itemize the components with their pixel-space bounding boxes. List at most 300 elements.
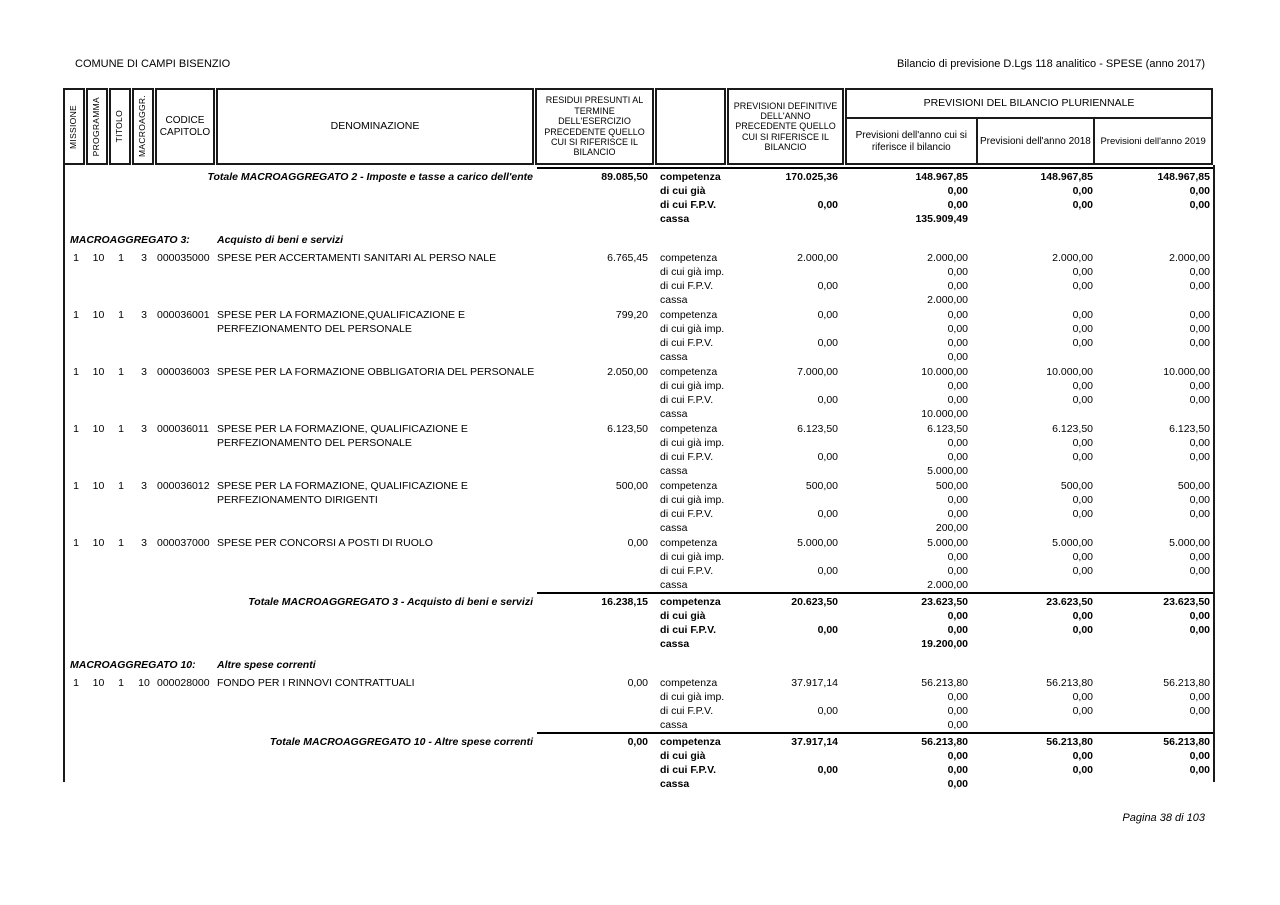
anno-rif-value: 0,00 (947, 437, 968, 449)
anno-2018-value: 5.000,00 (1052, 537, 1093, 549)
anno-2018-value: 0,00 (1072, 323, 1093, 335)
line-label: competenza (660, 423, 718, 435)
programma-value: 10 (92, 366, 105, 378)
anno-rif-value: 0,00 (947, 691, 968, 703)
row-codes (65, 251, 648, 307)
line-label: di cui già imp. (660, 266, 725, 278)
anno-2018-value: 0,00 (1072, 750, 1093, 762)
anno-2019-value: 0,00 (1189, 266, 1210, 278)
total-label: Totale MACROAGGREGATO 3 - Acquisto di beni e servizi (248, 596, 533, 608)
capitolo-value: 000028000 (157, 677, 210, 689)
titolo-value: 1 (118, 309, 124, 321)
residui-value: 6.765,45 (607, 252, 648, 264)
anno-2019-value: 0,00 (1189, 551, 1210, 563)
residui-value (65, 763, 648, 777)
anno-2019-value (1093, 293, 1210, 307)
line-label: di cui già imp. (660, 380, 725, 392)
anno-2019-value: 0,00 (1189, 185, 1210, 197)
anno-2018-value: 0,00 (1072, 705, 1093, 717)
amount-line (65, 749, 1213, 763)
line-label: cassa (660, 351, 688, 363)
prev-def-value: 0,00 (817, 394, 838, 406)
residui-value: 0,00 (627, 537, 648, 549)
denominazione-value: SPESE PER CONCORSI A POSTI DI RUOLO (217, 537, 433, 549)
column-header-macroaggr (132, 88, 154, 165)
denominazione-value: SPESE PER LA FORMAZIONE,QUALIFICAZIONE E PERFEZIONAMENTO DEL PERSONALE (217, 309, 465, 335)
prev-def-value (756, 493, 838, 507)
column-header-residui: RESIDUI PRESUNTI AL TERMINE DELL'ESERCIZIO PRECEDENTE QUELLO CUI SI RIFERISCE IL BILANCIO (535, 88, 654, 165)
anno-2018-value: 0,00 (1072, 610, 1093, 622)
titolo-value: 1 (118, 366, 124, 378)
total-rule-line (537, 732, 1213, 734)
line-label: competenza (660, 171, 721, 183)
anno-2018-value (968, 578, 1093, 592)
denominazione-value: SPESE PER ACCERTAMENTI SANITARI AL PERSO NALE (217, 252, 497, 264)
anno-2019-value (1093, 521, 1210, 535)
line-label: di cui F.P.V. (660, 624, 717, 636)
anno-rif-value: 0,00 (947, 565, 968, 577)
anno-2019-value: 148.967,85 (1157, 171, 1210, 183)
residui-value (65, 212, 648, 226)
anno-rif-value: 500,00 (935, 480, 968, 492)
anno-2018-value (968, 350, 1093, 364)
anno-2018-value: 6.123,50 (1052, 423, 1093, 435)
missione-value: 1 (73, 366, 79, 378)
missione-value: 1 (73, 677, 79, 689)
line-label: competenza (660, 366, 718, 378)
anno-rif-value: 0,00 (947, 309, 968, 321)
prev-def-value (756, 436, 838, 450)
table-row (65, 308, 1213, 364)
prev-def-value: 20.623,50 (791, 596, 838, 608)
prev-def-value: 5.000,00 (797, 537, 838, 549)
line-label: di cui F.P.V. (660, 451, 714, 463)
programma-value: 10 (92, 677, 105, 689)
anno-2018-value: 148.967,85 (1040, 171, 1093, 183)
column-header-missione (63, 88, 85, 165)
capitolo-value: 000037000 (157, 537, 210, 549)
anno-rif-value: 0,00 (947, 266, 968, 278)
anno-rif-value: 148.967,85 (915, 171, 968, 183)
anno-2019-value: 0,00 (1189, 691, 1210, 703)
titolo-value: 1 (118, 252, 124, 264)
line-label: competenza (660, 537, 718, 549)
titolo-value: 1 (118, 480, 124, 492)
capitolo-value: 000036012 (157, 480, 210, 492)
missione-value: 1 (73, 309, 79, 321)
prev-def-value: 170.025,36 (785, 171, 838, 183)
prev-def-value (756, 777, 838, 791)
line-label: cassa (660, 408, 688, 420)
anno-2018-value: 0,00 (1072, 565, 1093, 577)
row-codes (65, 676, 648, 732)
anno-2018-value: 500,00 (1060, 480, 1093, 492)
line-label: cassa (660, 719, 688, 731)
programma-value: 10 (92, 252, 105, 264)
line-label: cassa (660, 638, 690, 650)
titolo-value: 1 (118, 677, 124, 689)
anno-2019-value: 0,00 (1189, 451, 1210, 463)
anno-rif-value: 0,00 (947, 750, 968, 762)
line-label: competenza (660, 736, 721, 748)
macroaggregato-heading (65, 658, 1213, 672)
column-header-anno-2018: Previsioni dell'anno 2018 (976, 119, 1094, 165)
macroaggregato-code: MACROAGGREGATO 3: (70, 234, 190, 246)
total-row (65, 170, 1213, 226)
anno-rif-value: 0,00 (947, 551, 968, 563)
anno-rif-value: 10.000,00 (921, 366, 968, 378)
denominazione-value: FONDO PER I RINNOVI CONTRATTUALI (217, 677, 415, 689)
residui-value (65, 637, 648, 651)
line-label: di cui F.P.V. (660, 565, 714, 577)
amount-line (65, 777, 1213, 791)
line-label: di cui F.P.V. (660, 764, 717, 776)
prev-def-value (756, 521, 838, 535)
total-label: Totale MACROAGGREGATO 10 - Altre spese correnti (269, 736, 533, 748)
macroaggr-value: 10 (138, 677, 150, 689)
macroaggr-value: 3 (141, 480, 147, 492)
anno-rif-value: 0,00 (947, 494, 968, 506)
anno-rif-value: 0,00 (947, 610, 968, 622)
missione-value: 1 (73, 423, 79, 435)
anno-rif-value: 0,00 (947, 394, 968, 406)
anno-2019-value (1093, 637, 1210, 651)
anno-2019-value (1093, 578, 1210, 592)
anno-rif-value: 2.000,00 (927, 252, 968, 264)
residui-value: 89.085,50 (601, 171, 648, 183)
anno-2019-value (1093, 718, 1210, 732)
column-header-macroaggr-label: MACROAGGR. (137, 95, 148, 158)
line-label: di cui già imp. (660, 494, 725, 506)
prev-def-value (756, 749, 838, 763)
prev-def-value: 500,00 (805, 480, 838, 492)
amount-line (65, 609, 1213, 623)
anno-2018-value: 0,00 (1072, 437, 1093, 449)
row-codes (65, 536, 648, 592)
anno-2019-value: 5.000,00 (1169, 537, 1210, 549)
column-header-codice-capitolo: CODICE CAPITOLO (155, 88, 215, 165)
anno-2019-value: 500,00 (1177, 480, 1210, 492)
anno-2018-value: 0,00 (1072, 185, 1093, 197)
column-group-pluriennale-label: PREVISIONI DEL BILANCIO PLURIENNALE (847, 90, 1211, 119)
anno-rif-value: 10.000,00 (921, 408, 968, 420)
anno-2019-value: 0,00 (1189, 437, 1210, 449)
column-header-titolo (109, 88, 131, 165)
anno-rif-value: 0,00 (947, 764, 968, 776)
prev-def-value (756, 550, 838, 564)
line-label: di cui già (660, 185, 706, 197)
anno-rif-value: 5.000,00 (927, 537, 968, 549)
anno-2018-value: 0,00 (1072, 380, 1093, 392)
anno-2019-value: 0,00 (1189, 394, 1210, 406)
residui-value: 6.123,50 (607, 423, 648, 435)
prev-def-value: 0,00 (817, 624, 838, 636)
macroaggr-value: 3 (141, 423, 147, 435)
prev-def-value (756, 690, 838, 704)
programma-value: 10 (92, 309, 105, 321)
prev-def-value (756, 350, 838, 364)
anno-2018-value: 56.213,80 (1046, 736, 1093, 748)
anno-2018-value: 23.623,50 (1046, 596, 1093, 608)
line-label: di cui F.P.V. (660, 394, 714, 406)
prev-def-value: 0,00 (817, 508, 838, 520)
anno-2019-value (1093, 464, 1210, 478)
anno-2019-value: 0,00 (1189, 624, 1210, 636)
prev-def-value (756, 322, 838, 336)
anno-rif-value: 56.213,80 (921, 736, 968, 748)
prev-def-value: 37.917,14 (791, 736, 838, 748)
anno-2019-value (1093, 350, 1210, 364)
anno-rif-value: 135.909,49 (915, 213, 968, 225)
prev-def-value: 37.917,14 (791, 677, 838, 689)
denominazione-value: SPESE PER LA FORMAZIONE OBBLIGATORIA DEL PERSONALE (217, 366, 535, 378)
macroaggr-value: 3 (141, 366, 147, 378)
anno-rif-value: 0,00 (947, 380, 968, 392)
residui-value (65, 184, 648, 198)
anno-2019-value (1093, 212, 1210, 226)
line-label: cassa (660, 522, 688, 534)
macroaggregato-title: Acquisto di beni e servizi (217, 234, 344, 246)
anno-2018-value: 0,00 (1072, 199, 1093, 211)
line-label: competenza (660, 677, 718, 689)
anno-2019-value: 0,00 (1189, 280, 1210, 292)
anno-2018-value: 0,00 (1072, 266, 1093, 278)
macroaggr-value: 3 (141, 537, 147, 549)
anno-rif-value: 2.000,00 (927, 579, 968, 591)
programma-value: 10 (92, 423, 105, 435)
anno-2018-value: 0,00 (1072, 494, 1093, 506)
capitolo-value: 000036001 (157, 309, 210, 321)
anno-2019-value: 0,00 (1189, 337, 1210, 349)
anno-2018-value: 0,00 (1072, 451, 1093, 463)
entity-name: COMUNE DI CAMPI BISENZIO (75, 58, 231, 70)
column-header-programma (86, 88, 108, 165)
table-row (65, 676, 1213, 732)
denominazione-value: SPESE PER LA FORMAZIONE, QUALIFICAZIONE E PERFEZIONAMENTO DEL PERSONALE (217, 423, 468, 449)
amount-line (65, 198, 1213, 212)
residui-value: 2.050,00 (607, 366, 648, 378)
anno-rif-value: 0,00 (947, 185, 968, 197)
residui-value (65, 609, 648, 623)
titolo-value: 1 (118, 423, 124, 435)
anno-2018-value (968, 464, 1093, 478)
macroaggr-value: 3 (141, 252, 147, 264)
line-label: di cui già imp. (660, 323, 725, 335)
macroaggregato-title: Altre spese correnti (217, 659, 316, 671)
pluriennale-subheaders (847, 119, 1211, 165)
anno-rif-value: 0,00 (947, 199, 968, 211)
row-codes (65, 365, 648, 421)
amount-line (65, 212, 1213, 226)
column-group-pluriennale (845, 88, 1213, 165)
column-header-empty (655, 88, 726, 165)
prev-def-value: 0,00 (817, 337, 838, 349)
prev-def-value: 6.123,50 (797, 423, 838, 435)
missione-value: 1 (73, 537, 79, 549)
anno-2018-value: 0,00 (1072, 764, 1093, 776)
programma-value: 10 (92, 480, 105, 492)
titolo-value: 1 (118, 537, 124, 549)
amount-line (65, 763, 1213, 777)
anno-2019-value: 0,00 (1189, 494, 1210, 506)
residui-value: 0,00 (627, 736, 648, 748)
line-label: di cui già imp. (660, 691, 725, 703)
macroaggregato-heading (65, 233, 1213, 247)
anno-rif-value: 2.000,00 (927, 294, 968, 306)
macroaggregato-code: MACROAGGREGATO 10: (70, 659, 196, 671)
residui-value: 16.238,15 (601, 596, 648, 608)
denominazione-value: SPESE PER LA FORMAZIONE, QUALIFICAZIONE E PERFEZIONAMENTO DIRIGENTI (217, 480, 468, 506)
column-header-denominazione: DENOMINAZIONE (216, 88, 534, 165)
line-label: di cui già imp. (660, 551, 725, 563)
prev-def-value (756, 637, 838, 651)
anno-2018-value (968, 407, 1093, 421)
anno-2018-value: 0,00 (1072, 394, 1093, 406)
line-label: di cui già imp. (660, 437, 725, 449)
anno-2018-value (968, 212, 1093, 226)
anno-2018-value: 0,00 (1072, 337, 1093, 349)
anno-2019-value: 0,00 (1189, 565, 1210, 577)
anno-rif-value: 0,00 (947, 337, 968, 349)
anno-rif-value: 19.200,00 (921, 638, 968, 650)
anno-rif-value: 6.123,50 (927, 423, 968, 435)
anno-2019-value: 6.123,50 (1169, 423, 1210, 435)
anno-2018-value: 0,00 (1072, 280, 1093, 292)
line-label: competenza (660, 480, 718, 492)
table-row (65, 251, 1213, 307)
residui-value (65, 198, 648, 212)
anno-2018-value: 0,00 (1072, 508, 1093, 520)
anno-2018-value: 56.213,80 (1046, 677, 1093, 689)
anno-2018-value (968, 718, 1093, 732)
residui-value (65, 623, 648, 637)
prev-def-value (756, 609, 838, 623)
total-row (65, 595, 1213, 651)
anno-2019-value: 2.000,00 (1169, 252, 1210, 264)
anno-rif-value: 56.213,80 (921, 677, 968, 689)
capitolo-value: 000036011 (157, 423, 209, 435)
line-label: cassa (660, 778, 690, 790)
residui-value (65, 777, 648, 791)
prev-def-value: 0,00 (817, 565, 838, 577)
anno-2018-value (968, 777, 1093, 791)
anno-2018-value: 0,00 (1072, 551, 1093, 563)
prev-def-value (756, 293, 838, 307)
column-header-anno-riferimento: Previsioni dell'anno cui si riferisce il bilancio (855, 130, 967, 153)
column-header-programma-label: PROGRAMMA (91, 96, 102, 157)
table-row (65, 422, 1213, 478)
total-label: Totale MACROAGGREGATO 2 - Imposte e tasse a carico dell'ente (207, 171, 533, 183)
residui-value (65, 749, 648, 763)
prev-def-value (756, 578, 838, 592)
residui-value: 0,00 (627, 677, 648, 689)
anno-rif-value: 0,00 (947, 719, 968, 731)
line-label: competenza (660, 252, 718, 264)
line-label: di cui F.P.V. (660, 199, 717, 211)
residui-value: 799,20 (615, 309, 648, 321)
anno-rif-value: 0,00 (947, 351, 968, 363)
anno-2018-value: 2.000,00 (1052, 252, 1093, 264)
page-number: Pagina 38 di 103 (1122, 812, 1205, 824)
prev-def-value: 7.000,00 (797, 366, 838, 378)
anno-2018-value: 0,00 (1072, 691, 1093, 703)
prev-def-value (756, 265, 838, 279)
table-body (63, 165, 1215, 790)
column-header-previsioni-definitive: PREVISIONI DEFINITIVE DELL'ANNO PRECEDENTE QUELLO CUI SI RIFERISCE IL BILANCIO (727, 88, 844, 165)
table-header (63, 88, 1215, 165)
anno-2019-value: 10.000,00 (1163, 366, 1210, 378)
prev-def-value (756, 184, 838, 198)
anno-2019-value: 0,00 (1189, 610, 1210, 622)
line-label: di cui F.P.V. (660, 508, 714, 520)
prev-def-value: 0,00 (817, 705, 838, 717)
report-title: Bilancio di previsione D.Lgs 118 analitico - SPESE (anno 2017) (897, 58, 1205, 70)
column-header-missione-label: MISSIONE (68, 104, 79, 149)
line-label: di cui F.P.V. (660, 705, 714, 717)
amount-line (65, 623, 1213, 637)
capitolo-value: 000035000 (157, 252, 210, 264)
anno-2019-value: 56.213,80 (1163, 736, 1210, 748)
anno-2018-value: 0,00 (1072, 624, 1093, 636)
row-codes (65, 479, 648, 535)
table-row (65, 365, 1213, 421)
line-label: competenza (660, 309, 718, 321)
anno-2019-value: 0,00 (1189, 508, 1210, 520)
anno-2018-value (968, 521, 1093, 535)
row-codes (65, 308, 648, 364)
residui-value: 500,00 (615, 480, 648, 492)
total-rule-line (537, 167, 1213, 169)
anno-2019-value: 56.213,80 (1163, 677, 1210, 689)
anno-rif-value: 0,00 (947, 508, 968, 520)
anno-2018-value: 10.000,00 (1046, 366, 1093, 378)
anno-2019-value: 0,00 (1189, 309, 1210, 321)
line-label: di cui F.P.V. (660, 337, 714, 349)
prev-def-value: 0,00 (817, 199, 838, 211)
anno-2019-value (1093, 777, 1210, 791)
row-codes (65, 422, 648, 478)
anno-2018-value (968, 637, 1093, 651)
anno-rif-value: 0,00 (947, 323, 968, 335)
prev-def-value (756, 407, 838, 421)
column-header-titolo-label: TITOLO (114, 110, 125, 143)
column-header-anno-2019: Previsioni dell'anno 2019 (1093, 119, 1211, 165)
anno-rif-value: 0,00 (947, 705, 968, 717)
anno-rif-value: 0,00 (947, 624, 968, 636)
amount-line (65, 637, 1213, 651)
prev-def-value: 2.000,00 (797, 252, 838, 264)
line-label: di cui F.P.V. (660, 280, 714, 292)
anno-rif-value: 5.000,00 (927, 465, 968, 477)
table-row (65, 479, 1213, 535)
anno-2019-value: 23.623,50 (1163, 596, 1210, 608)
anno-2019-value (1093, 407, 1210, 421)
prev-def-value: 0,00 (817, 309, 838, 321)
total-rule-line (537, 592, 1213, 594)
total-row (65, 735, 1213, 791)
prev-def-value (756, 212, 838, 226)
line-label: cassa (660, 465, 688, 477)
macroaggr-value: 3 (141, 309, 147, 321)
prev-def-value: 0,00 (817, 280, 838, 292)
line-label: competenza (660, 596, 721, 608)
table-row (65, 536, 1213, 592)
anno-rif-value: 200,00 (935, 522, 968, 534)
prev-def-value: 0,00 (817, 451, 838, 463)
capitolo-value: 000036003 (157, 366, 210, 378)
line-label: di cui già (660, 610, 706, 622)
missione-value: 1 (73, 252, 79, 264)
